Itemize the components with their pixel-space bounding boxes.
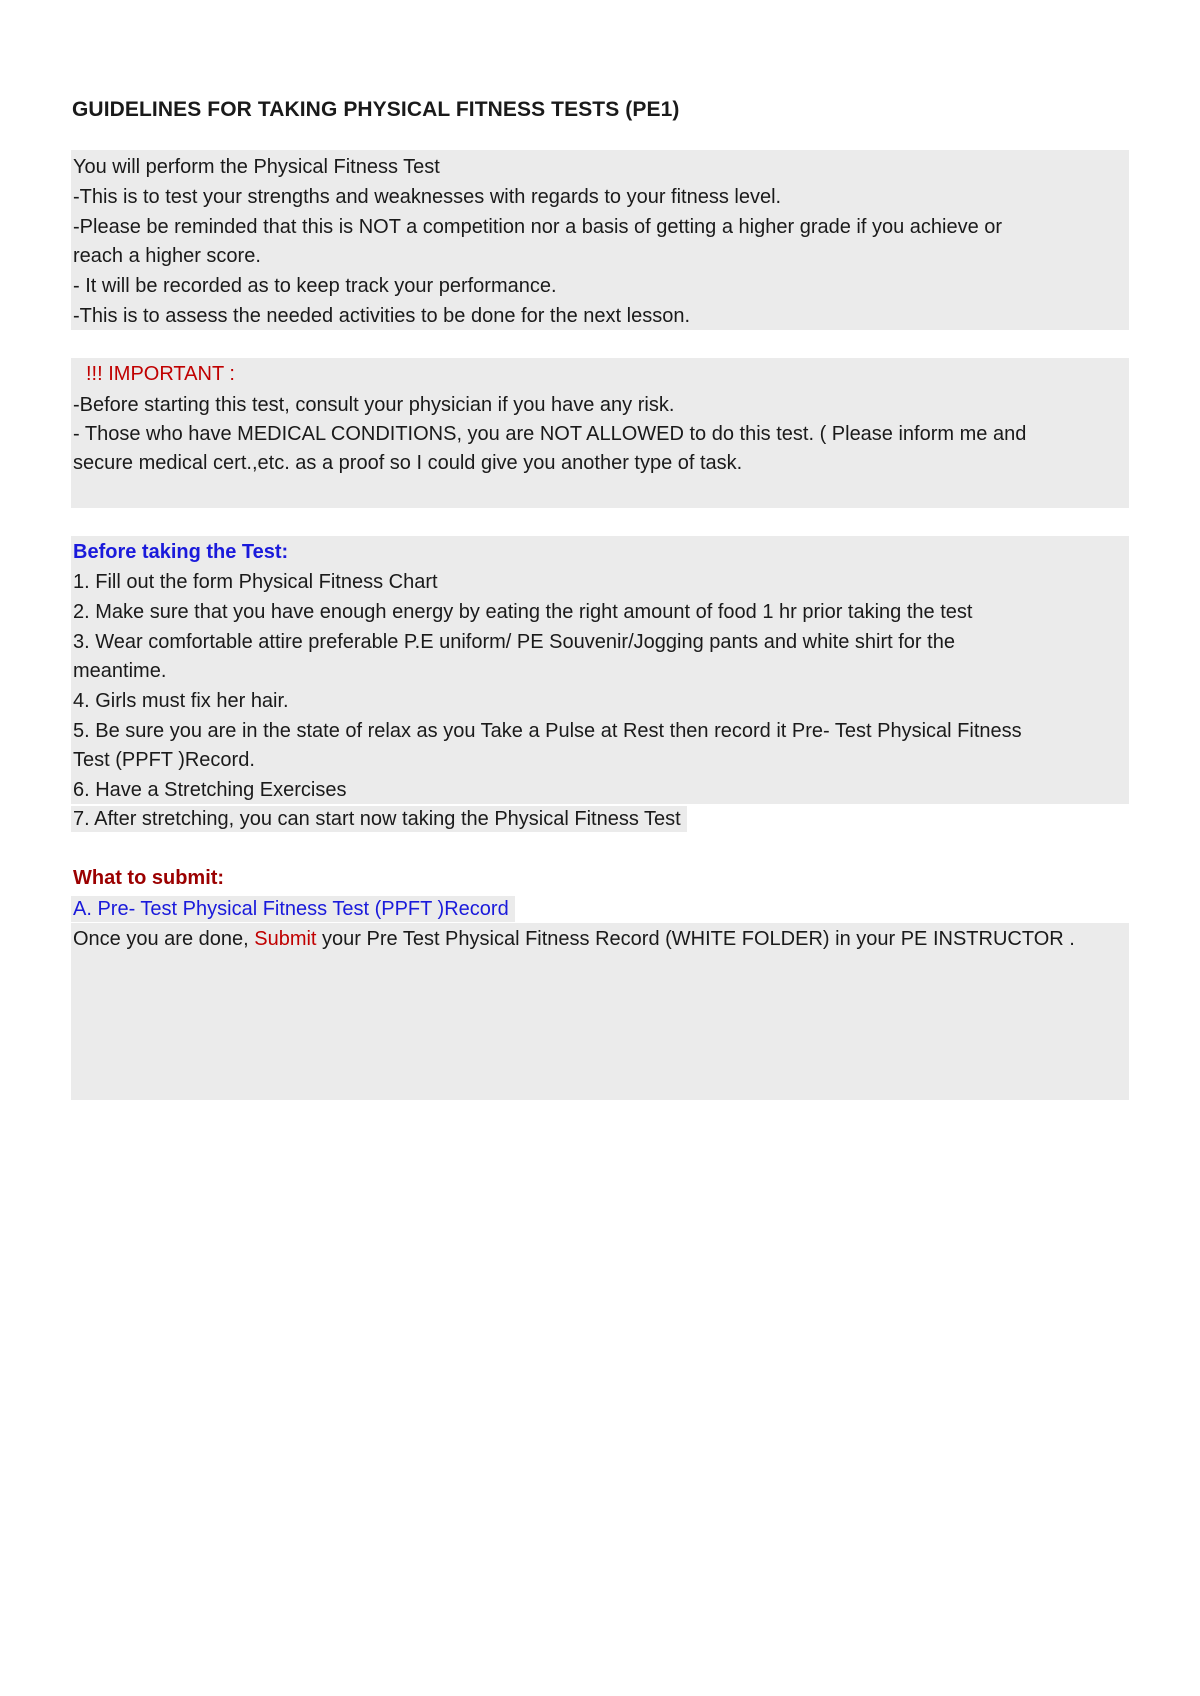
- submit-instruction-suffix: your Pre Test Physical Fitness Record (WHITE FOLDER) in your PE INSTRUCTOR .: [316, 928, 1075, 950]
- before-step: 4. Girls must fix her hair.: [73, 690, 289, 712]
- intro-line: -Please be reminded that this is NOT a competition nor a basis of getting a higher grade if you achieve or: [73, 216, 1003, 238]
- before-step: 7. After stretching, you can start now taking the Physical Fitness Test: [71, 806, 687, 832]
- submit-heading: What to submit:: [73, 867, 225, 889]
- before-step: 1. Fill out the form Physical Fitness Chart: [73, 571, 438, 593]
- before-step: 3. Wear comfortable attire preferable P.E uniform/ PE Souvenir/Jogging pants and white shirt for the: [73, 631, 955, 653]
- before-step: Test (PPFT )Record.: [73, 749, 255, 771]
- before-step: 2. Make sure that you have enough energy by eating the right amount of food 1 hr prior taking the test: [73, 601, 973, 623]
- submit-instruction: [73, 926, 1075, 952]
- submit-instruction-highlight: Submit: [254, 928, 317, 950]
- intro-line: - It will be recorded as to keep track your performance.: [73, 275, 557, 297]
- important-line: -Before starting this test, consult your physician if you have any risk.: [73, 394, 675, 416]
- submit-instruction-prefix: Once you are done,: [73, 928, 255, 950]
- intro-line: You will perform the Physical Fitness Test: [73, 156, 440, 178]
- intro-line: reach a higher score.: [73, 245, 261, 267]
- page-title: GUIDELINES FOR TAKING PHYSICAL FITNESS TESTS (PE1): [72, 98, 680, 121]
- before-heading: Before taking the Test:: [73, 541, 289, 563]
- intro-line: -This is to assess the needed activities to be done for the next lesson.: [73, 305, 691, 327]
- submit-item-a: A. Pre- Test Physical Fitness Test (PPFT )Record: [71, 896, 515, 922]
- before-step: 6. Have a Stretching Exercises: [73, 779, 347, 801]
- important-line: - Those who have MEDICAL CONDITIONS, you are NOT ALLOWED to do this test. ( Please inform me and: [73, 423, 1027, 445]
- intro-line: -This is to test your strengths and weaknesses with regards to your fitness level.: [73, 186, 782, 208]
- important-line: secure medical cert.,etc. as a proof so I could give you another type of task.: [73, 452, 743, 474]
- before-step: 5. Be sure you are in the state of relax as you Take a Pulse at Rest then record it Pre- Test Physical Fitness: [73, 720, 1022, 742]
- before-step: meantime.: [73, 660, 167, 682]
- important-heading: !!! IMPORTANT :: [86, 363, 235, 385]
